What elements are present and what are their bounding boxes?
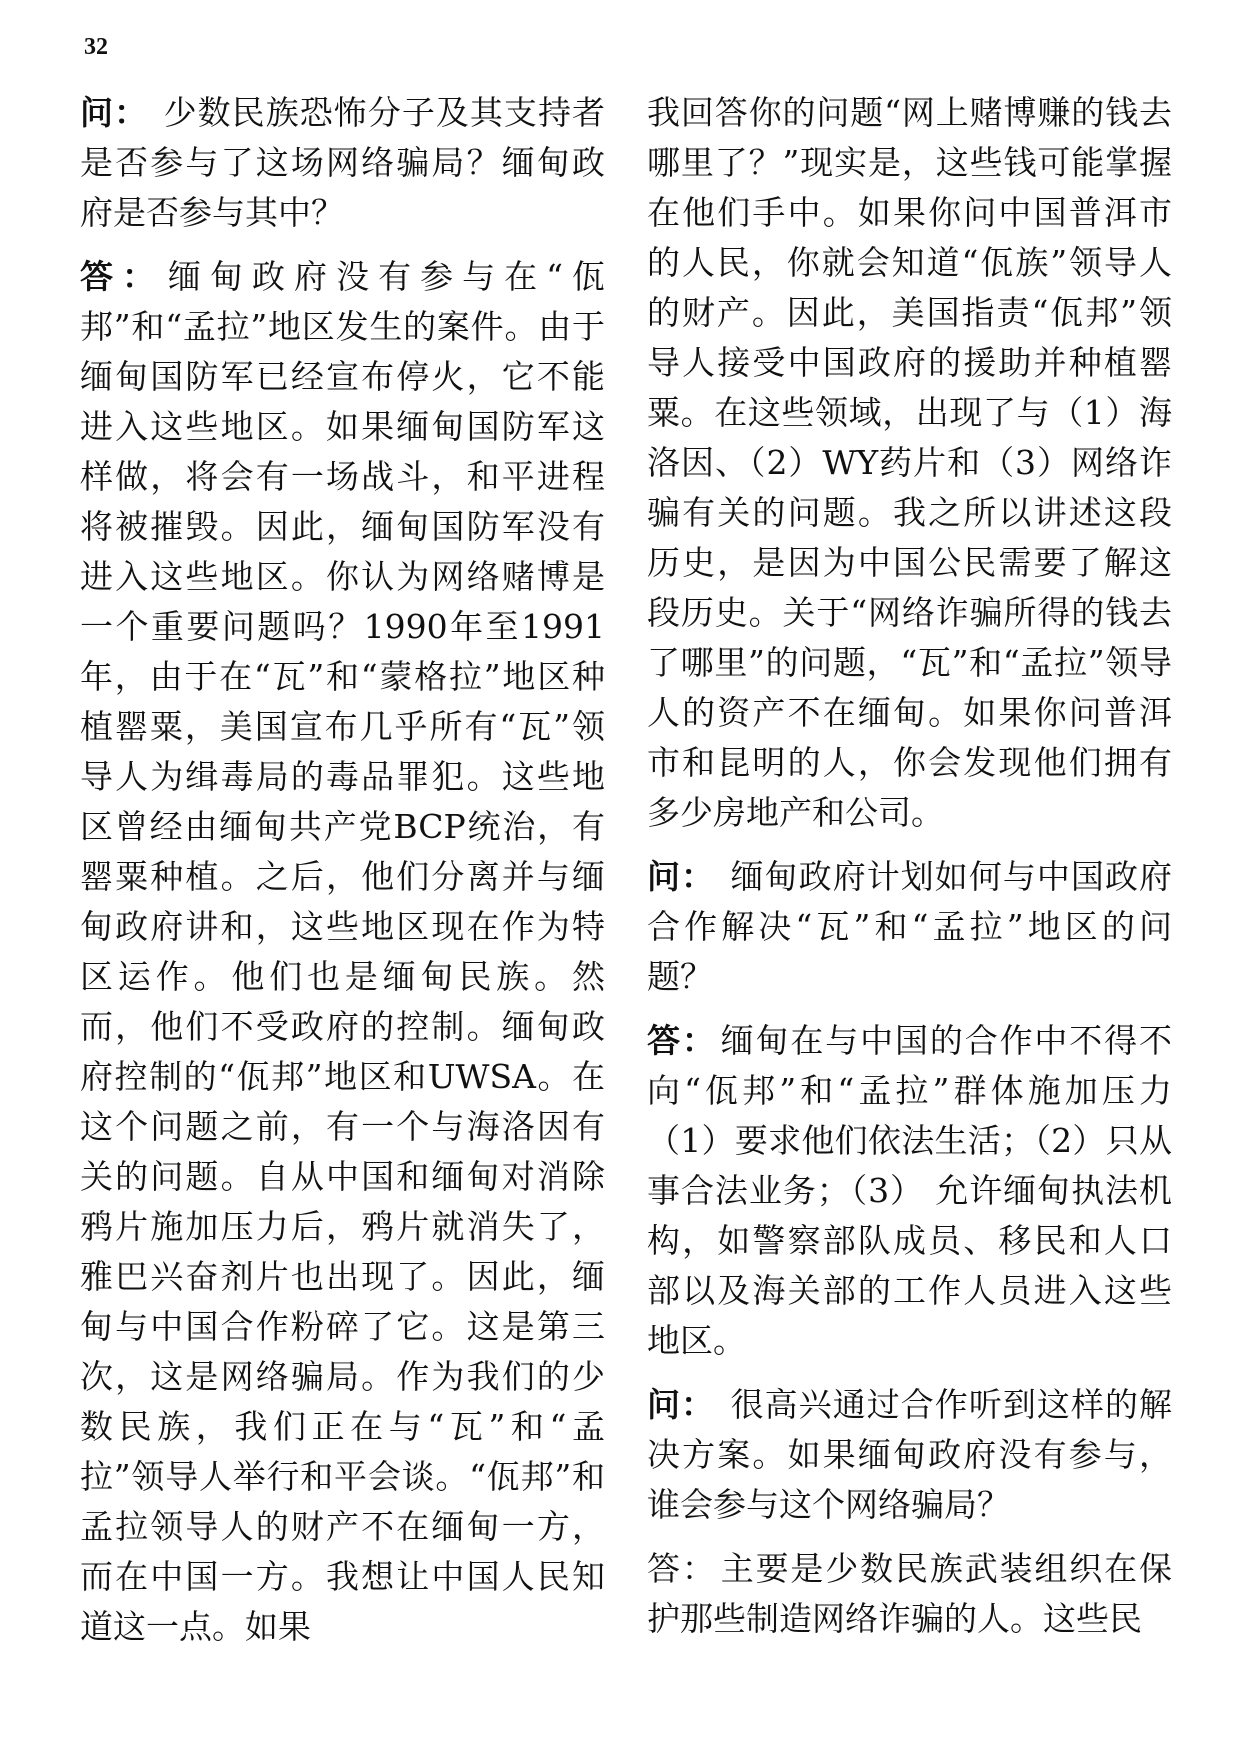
answer-paragraph: [80, 252, 605, 1652]
answer-label: 答：: [80, 257, 165, 296]
question-paragraph: [80, 88, 605, 238]
question-label: 问：: [80, 93, 149, 132]
continued-text: 我回答你的问题“网上赌博赚的钱去哪里了？”现实是，这些钱可能掌握在他们手中。如果你问中国普洱市的人民，你就会知道“佤族”领导人的财产。因此，美国指责“佤邦”领导人接受中国政府的援助并种植罂粟。在这些领域，出现了与（1）海洛因、（2）WY药片和（3）网络诈骗有关的问题。我之所以讲述这段历史，是因为中国公民需要了解这段历史。关于“网络诈骗所得的钱去了哪里”的问题，“瓦”和“孟拉”领导人的资产不在缅甸。如果你问普洱市和昆明的人，你会发现他们拥有多少房地产和公司。: [647, 93, 1172, 832]
answer-label: 答：: [647, 1549, 717, 1588]
question-paragraph: [647, 852, 1172, 1002]
answer-text: 缅甸在与中国的合作中不得不向“佤邦”和“孟拉”群体施加压力（1）要求他们依法生活；（2）只从事合法业务；（3） 允许缅甸执法机构，如警察部队成员、移民和人口部以及海关部的工作人员进入这些地区。: [647, 1021, 1173, 1360]
question-text: 很高兴通过合作听到这样的解决方案。如果缅甸政府没有参与，谁会参与这个网络骗局？: [647, 1385, 1173, 1524]
answer-paragraph: [647, 1016, 1172, 1366]
answer-label: 答：: [647, 1021, 717, 1060]
answer-text: 缅甸政府没有参与在“佤邦”和“孟拉”地区发生的案件。由于缅甸国防军已经宣布停火，它不能进入这些地区。如果缅甸国防军这样做，将会有一场战斗，和平进程将被摧毁。因此，缅甸国防军没有进入这些地区。你认为网络赌博是一个重要问题吗？1990年至1991年，由于在“瓦”和“蒙格拉”地区种植罂粟，美国宣布几乎所有“瓦”领导人为缉毒局的毒品罪犯。这些地区曾经由缅甸共产党BCP统治，有罂粟种植。之后，他们分离并与缅甸政府讲和，这些地区现在作为特区运作。他们也是缅甸民族。然而，他们不受政府的控制。缅甸政府控制的“佤邦”地区和UWSA。在这个问题之前，有一个与海洛因有关的问题。自从中国和缅甸对消除鸦片施加压力后，鸦片就消失了，雅巴兴奋剂片也出现了。因此，缅甸与中国合作粉碎了它。这是第三次，这是网络骗局。作为我们的少数民族，我们正在与“瓦”和“孟拉”领导人举行和平会谈。“佤邦”和孟拉领导人的财产不在缅甸一方，而在中国一方。我想让中国人民知道这一点。如果: [80, 257, 606, 1646]
continued-paragraph: [647, 88, 1172, 838]
left-column: [80, 88, 605, 1666]
question-text: 少数民族恐怖分子及其支持者是否参与了这场网络骗局？缅甸政府是否参与其中？: [80, 93, 606, 232]
page-number: 32: [84, 34, 108, 60]
right-column: [647, 88, 1172, 1658]
question-text: 缅甸政府计划如何与中国政府合作解决“瓦”和“孟拉”地区的问题？: [647, 857, 1173, 996]
answer-paragraph: [647, 1544, 1172, 1644]
question-paragraph: [647, 1380, 1172, 1530]
question-label: 问：: [647, 1385, 716, 1424]
answer-text: 主要是少数民族武装组织在保护那些制造网络诈骗的人。这些民: [647, 1549, 1173, 1638]
question-label: 问：: [647, 857, 716, 896]
